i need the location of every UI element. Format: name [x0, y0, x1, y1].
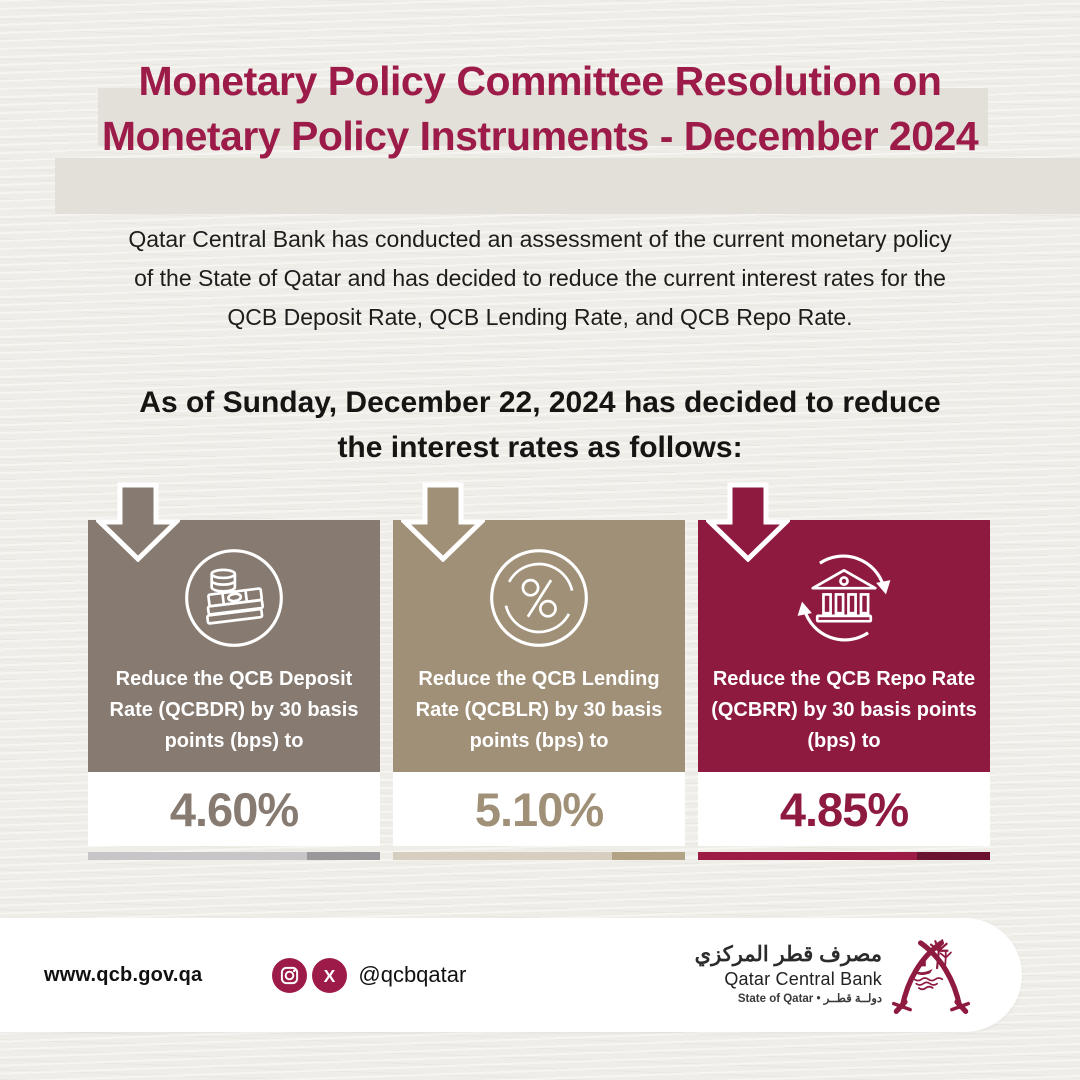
bank-icon — [794, 548, 894, 648]
accent-bar-segment — [612, 852, 685, 860]
card-text-line: (bps) to — [807, 730, 881, 752]
intro-line: QCB Deposit Rate, QCB Lending Rate, and QCB Repo Rate. — [227, 304, 853, 330]
effective-date-line: the interest rates as follows: — [337, 431, 743, 464]
card-text-line: Rate (QCBLR) by 30 basis — [415, 699, 663, 721]
card-text-line: (QCBRR) by 30 basis points — [711, 699, 977, 721]
repo-rate-card — [698, 520, 990, 860]
down-arrow-icon — [401, 482, 485, 562]
deposit-card-accent-bar — [88, 852, 380, 860]
intro-paragraph — [70, 220, 1010, 337]
deposit-card-text — [100, 664, 369, 757]
footer-bar — [0, 918, 1022, 1032]
card-text-line: Reduce the QCB Lending — [418, 668, 660, 690]
repo-rate-value: 4.85% — [698, 772, 990, 846]
card-text-line: Reduce the QCB Deposit — [115, 668, 353, 690]
qcb-logo-text — [695, 942, 882, 1008]
qcb-logo — [695, 929, 970, 1021]
qcb-state-line: State of Qatar • دولــة قطــر — [737, 993, 882, 1005]
lending-card-accent-bar — [393, 852, 685, 860]
accent-bar-segment — [917, 852, 990, 860]
repo-card-accent-bar — [698, 852, 990, 860]
lending-card-text — [406, 664, 673, 757]
qcb-arabic-name: مصرف قطر المركزي — [694, 943, 882, 966]
qcb-emblem-icon — [892, 929, 970, 1021]
x-icon[interactable] — [312, 958, 347, 993]
accent-bar-segment — [307, 852, 380, 860]
lending-rate-card — [393, 520, 685, 860]
card-text-line: Reduce the QCB Repo Rate — [712, 668, 976, 690]
svg-text:X: X — [324, 965, 336, 986]
page-title — [0, 54, 1080, 164]
rate-cards-row — [88, 520, 990, 860]
repo-card-text — [701, 664, 987, 757]
title-highlight-band — [55, 158, 1080, 214]
page-title-line: Monetary Policy Committee Resolution on — [138, 58, 942, 104]
social-handle: @qcbqatar — [358, 962, 467, 987]
card-text-line: points (bps) to — [164, 730, 304, 752]
deposit-rate-value: 4.60% — [88, 772, 380, 846]
effective-date-line: As of Sunday, December 22, 2024 has decided to reduce — [139, 386, 941, 419]
down-arrow-icon — [706, 482, 790, 562]
lending-rate-value: 5.10% — [393, 772, 685, 846]
website-url: www.qcb.gov.qa — [44, 963, 203, 986]
card-text-line: Rate (QCBDR) by 30 basis — [109, 699, 359, 721]
cash-icon — [184, 548, 284, 648]
instagram-icon[interactable] — [272, 958, 307, 993]
deposit-rate-card — [88, 520, 380, 860]
intro-line: Qatar Central Bank has conducted an assessment of the current monetary policy — [128, 226, 952, 252]
intro-line: of the State of Qatar and has decided to reduce the current interest rates for the — [134, 265, 946, 291]
down-arrow-icon — [96, 482, 180, 562]
percent-icon — [489, 548, 589, 648]
qcb-english-name: Qatar Central Bank — [724, 969, 882, 989]
effective-date-heading — [40, 380, 1040, 470]
card-text-line: points (bps) to — [469, 730, 609, 752]
page-title-line: Monetary Policy Instruments - December 2024 — [101, 113, 979, 159]
